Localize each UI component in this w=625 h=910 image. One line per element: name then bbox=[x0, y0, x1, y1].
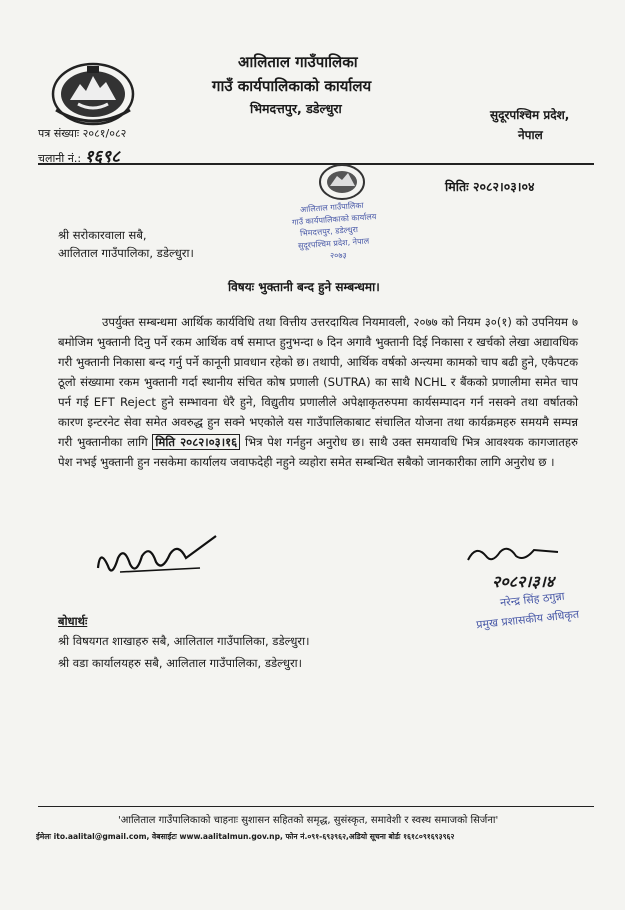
body-part-2: भित्र पेश गर्नहुन अनुरोध छ। साथै उक्त समयावधि भित्र आवश्यक कागजातहरु पेश नभई भुक्तानी हुन नसकेमा कार्यालय जवाफदेही नहुने व्यहोरा समेत सम्बन्धित सबैको जानकारीका लागि अनुरोध छ । bbox=[58, 435, 578, 469]
country: नेपाल bbox=[518, 128, 543, 142]
recipient-line-2: आलिताल गाउँपालिका, डडेल्धुरा। bbox=[58, 246, 194, 260]
cc-label: बोधार्थः bbox=[58, 614, 88, 628]
letter-body bbox=[58, 312, 578, 472]
org-name: आलिताल गाउँपालिका bbox=[238, 53, 358, 71]
signature-left-icon bbox=[90, 528, 220, 588]
stamp-line-2: गाउँ कार्यपालिकाको कार्यालय bbox=[291, 212, 377, 227]
nepal-emblem-icon bbox=[48, 58, 138, 128]
province: सुदूरपश्चिम प्रदेश, bbox=[490, 108, 570, 122]
stamp-year: २०७३ bbox=[330, 251, 347, 260]
signature-date: २०८२।३।४ bbox=[492, 572, 555, 591]
office-location: भिमदत्तपुर, डडेल्धुरा bbox=[250, 101, 342, 116]
body-paragraph bbox=[58, 312, 578, 472]
patra-label: पत्र संख्याः bbox=[38, 127, 80, 140]
patra-value: २०८१/०८२ bbox=[82, 127, 127, 140]
patra-sankhya bbox=[38, 126, 126, 141]
cc-line-2: श्री वडा कार्यालयहरु सबै, आलिताल गाउँपालिका, डडेल्धुरा। bbox=[58, 656, 303, 670]
signature-right-icon bbox=[462, 540, 562, 568]
date-value: २०८२।०३।०४ bbox=[472, 179, 535, 194]
signer-title: प्रमुख प्रशासकीय अधिकृत bbox=[475, 607, 580, 632]
body-part-1: उपर्युक्त सम्बन्धमा आर्थिक कार्यविधि तथा वित्तीय उत्तरदायित्व नियमावली, २०७७ को नियम ३०(१) को उपनियम ७ बमोजिम भुक्तानी दिनु पर्ने रकम आर्थिक वर्ष समाप्त हुनुभन्दा ७ दिन अगावै भुक्तानी दिई निकासा र खर्चको लेखा अद्यावधिक गरी भुक्तानी निकासा बन्द गर्नु पर्ने कानूनी प्रावधान रहेको छ। तथापी, आर्थिक वर्षको अन्त्यमा कामको चाप बढी हुने, एकैपटक ठूलो संख्यामा रकम भुक्तानी गर्दा स्थानीय संचित कोष प्रणाली (SUTRA) का साथै NCHL र बैंकको प्रणालीमा समेत चाप पर्न गई EFT Reject हुने सम्भावना धेरै हुने, विद्युतीय प्रणालीले अपेक्षाकृतरुपमा कार्यसम्पादन गर्न नसक्ने तथा वर्षातको कारण इन्टरनेट सेवा समेत अवरुद्ध हुन सक्ने भएकोले यस गाउँपालिकाबाट संचालित योजना तथा कार्यक्रमहरु समयमै सम्पन्न गरी भुक्तानीका लागि bbox=[58, 315, 579, 449]
letter-date bbox=[445, 178, 534, 195]
subject-line: विषयः भुक्तानी बन्द हुने सम्बन्धमा। bbox=[228, 280, 380, 294]
footer-contact: ईमेलः ito.aalital@gmail.com, वेबसाईटः www.aalitalmun.gov.np, फोन नं.०९१-६९३९६२,अडियो सूचना बोर्डः १६१८०९१६९३९६२ bbox=[36, 832, 455, 841]
signer-name: नरेन्द्र सिंह ठगुन्ना bbox=[499, 589, 566, 610]
stamp-line-4: सुदूरपश्चिम प्रदेश, नेपाल bbox=[297, 236, 370, 251]
stamp-line-3: भिमदत्तपुर, डडेल्धुरा bbox=[299, 224, 359, 239]
chalani-label: चलानी नं.: bbox=[38, 152, 82, 165]
stamp-line-1: आलिताल गाउँपालिका bbox=[299, 200, 364, 215]
date-label: मितिः bbox=[445, 179, 469, 194]
cc-line-1: श्री विषयगत शाखाहरु सबै, आलिताल गाउँपालिका, डडेल्धुरा। bbox=[58, 634, 310, 648]
footer-divider bbox=[38, 806, 594, 807]
chalani-value: १६९८ bbox=[84, 147, 120, 167]
recipient-line-1: श्री सरोकारवाला सबै, bbox=[58, 228, 147, 242]
footer-slogan: 'आलिताल गाउँपालिकाको चाहनाः सुशासन सहितको समृद्ध, सुसंस्कृत, समावेशी र स्वस्थ समाजको सिर्जना' bbox=[118, 815, 499, 826]
deadline-date: मिति २०८२।०३।१६ bbox=[152, 434, 240, 450]
office-name: गाउँ कार्यपालिकाको कार्यालय bbox=[212, 77, 372, 95]
